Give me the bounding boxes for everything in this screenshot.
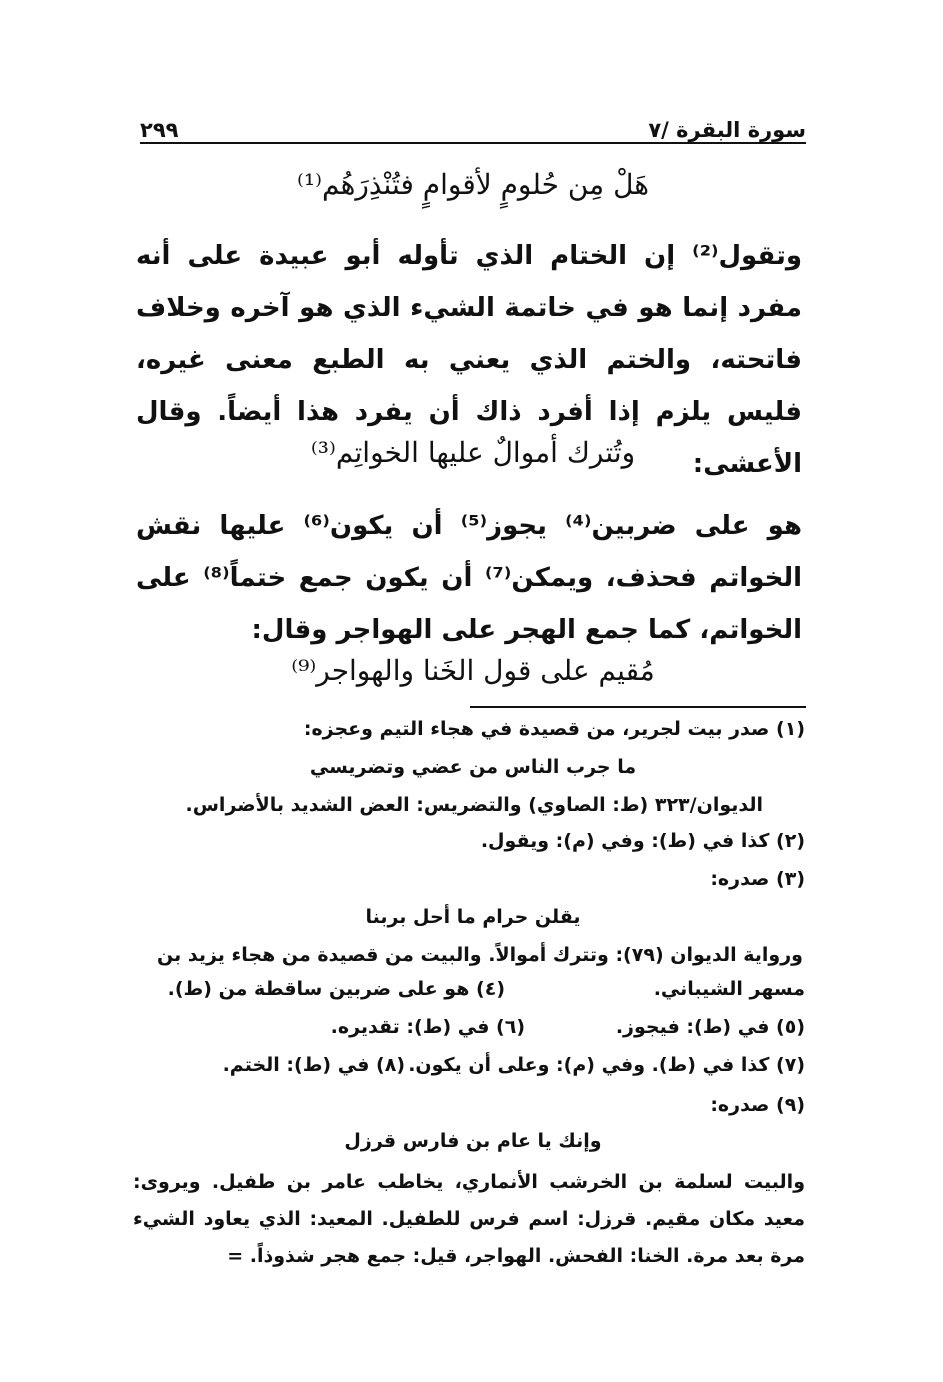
header-rule <box>140 142 806 144</box>
footnote-5: (٥) في (ط): فيجوز. <box>615 1016 805 1038</box>
page-number: ٢٩٩ <box>140 118 179 142</box>
footnote-3-end: مسهر الشيباني. <box>653 978 805 1000</box>
verse-3: مُقيم على قول الخَنا والهواجر⁽⁹⁾ <box>291 654 655 687</box>
footnote-9-verse: وإنك يا عام بن فارس قرزل <box>344 1130 602 1152</box>
footnote-4: (٤) هو على ضربين ساقطة من (ط). <box>167 978 505 1000</box>
verse-1: هَلْ مِن حُلومٍ لأقوامٍ فتُنْذِرَهُم⁽¹⁾ <box>296 168 650 201</box>
page-header <box>140 108 806 142</box>
footnote-3-verse: يقلن حرام ما أحل بربنا <box>365 906 581 928</box>
footnote-3-label: (٣) صدره: <box>710 868 805 890</box>
footnote-3-text: ورواية الديوان (٧٩): وتترك أموالاً. والبيت من قصيدة من هجاء يزيد بن <box>157 944 803 966</box>
footnote-2: (٢) كذا في (ط): وفي (م): ويقول. <box>480 830 805 852</box>
surah-title: سورة البقرة /٧ <box>648 118 806 142</box>
footnote-1-line-3: الديوان/٣٢٣ (ط: الصاوي) والتضريس: العض الشديد بالأضراس. <box>185 794 763 816</box>
paragraph-2: هو على ضربين⁽⁴⁾ يجوز⁽⁵⁾ أن يكون⁽⁶⁾ عليها نقش الخواتم فحذف، ويمكن⁽⁷⁾ أن يكون جمع ختماً⁽⁸⁾ على الخواتم، كما جمع الهجر على الهواجر وقال: <box>136 511 802 645</box>
footnote-6: (٦) في (ط): تقديره. <box>330 1016 525 1038</box>
footnote-row-3-4 <box>133 978 805 1000</box>
footnote-rule <box>470 706 806 708</box>
footnote-8: (٨) في (ط): الختم. <box>222 1054 405 1076</box>
footnote-row-5-6 <box>133 1016 805 1038</box>
paragraph-1: وتقول⁽²⁾ إن الختام الذي تأوله أبو عبيدة على أنه مفرد إنما هو في خاتمة الشيء الذي هو آخره وخلاف فاتحته، والختم الذي يعني به الطبع معنى غيره، فليس يلزم إذا أفرد ذاك أن يفرد هذا أيضاً. وقال الأعشى: <box>136 241 802 479</box>
footnote-7: (٧) كذا في (ط). وفي (م): وعلى أن يكون. <box>408 1054 805 1076</box>
verse-2: وتُترك أموالٌ عليها الخواتِم⁽³⁾ <box>310 436 636 469</box>
footnote-row-7-8 <box>133 1054 805 1076</box>
footnote-9-text: والبيت لسلمة بن الخرشب الأنماري، يخاطب عامر بن طفيل. ويروى: معيد مكان مقيم. قرزل: اسم فرس للطفيل. المعيد: الذي يعاود الشيء مرة بعد مرة. الخنا: الفحش. الهواجر، قيل: جمع هجر شذوذاً. = <box>133 1171 805 1267</box>
footnote-9-label: (٩) صدره: <box>710 1094 805 1116</box>
footnote-1-verse: ما جرب الناس من عضي وتضريسي <box>309 756 637 778</box>
footnote-1-line-1: (١) صدر بيت لجرير، من قصيدة في هجاء التيم وعجزه: <box>303 718 805 740</box>
